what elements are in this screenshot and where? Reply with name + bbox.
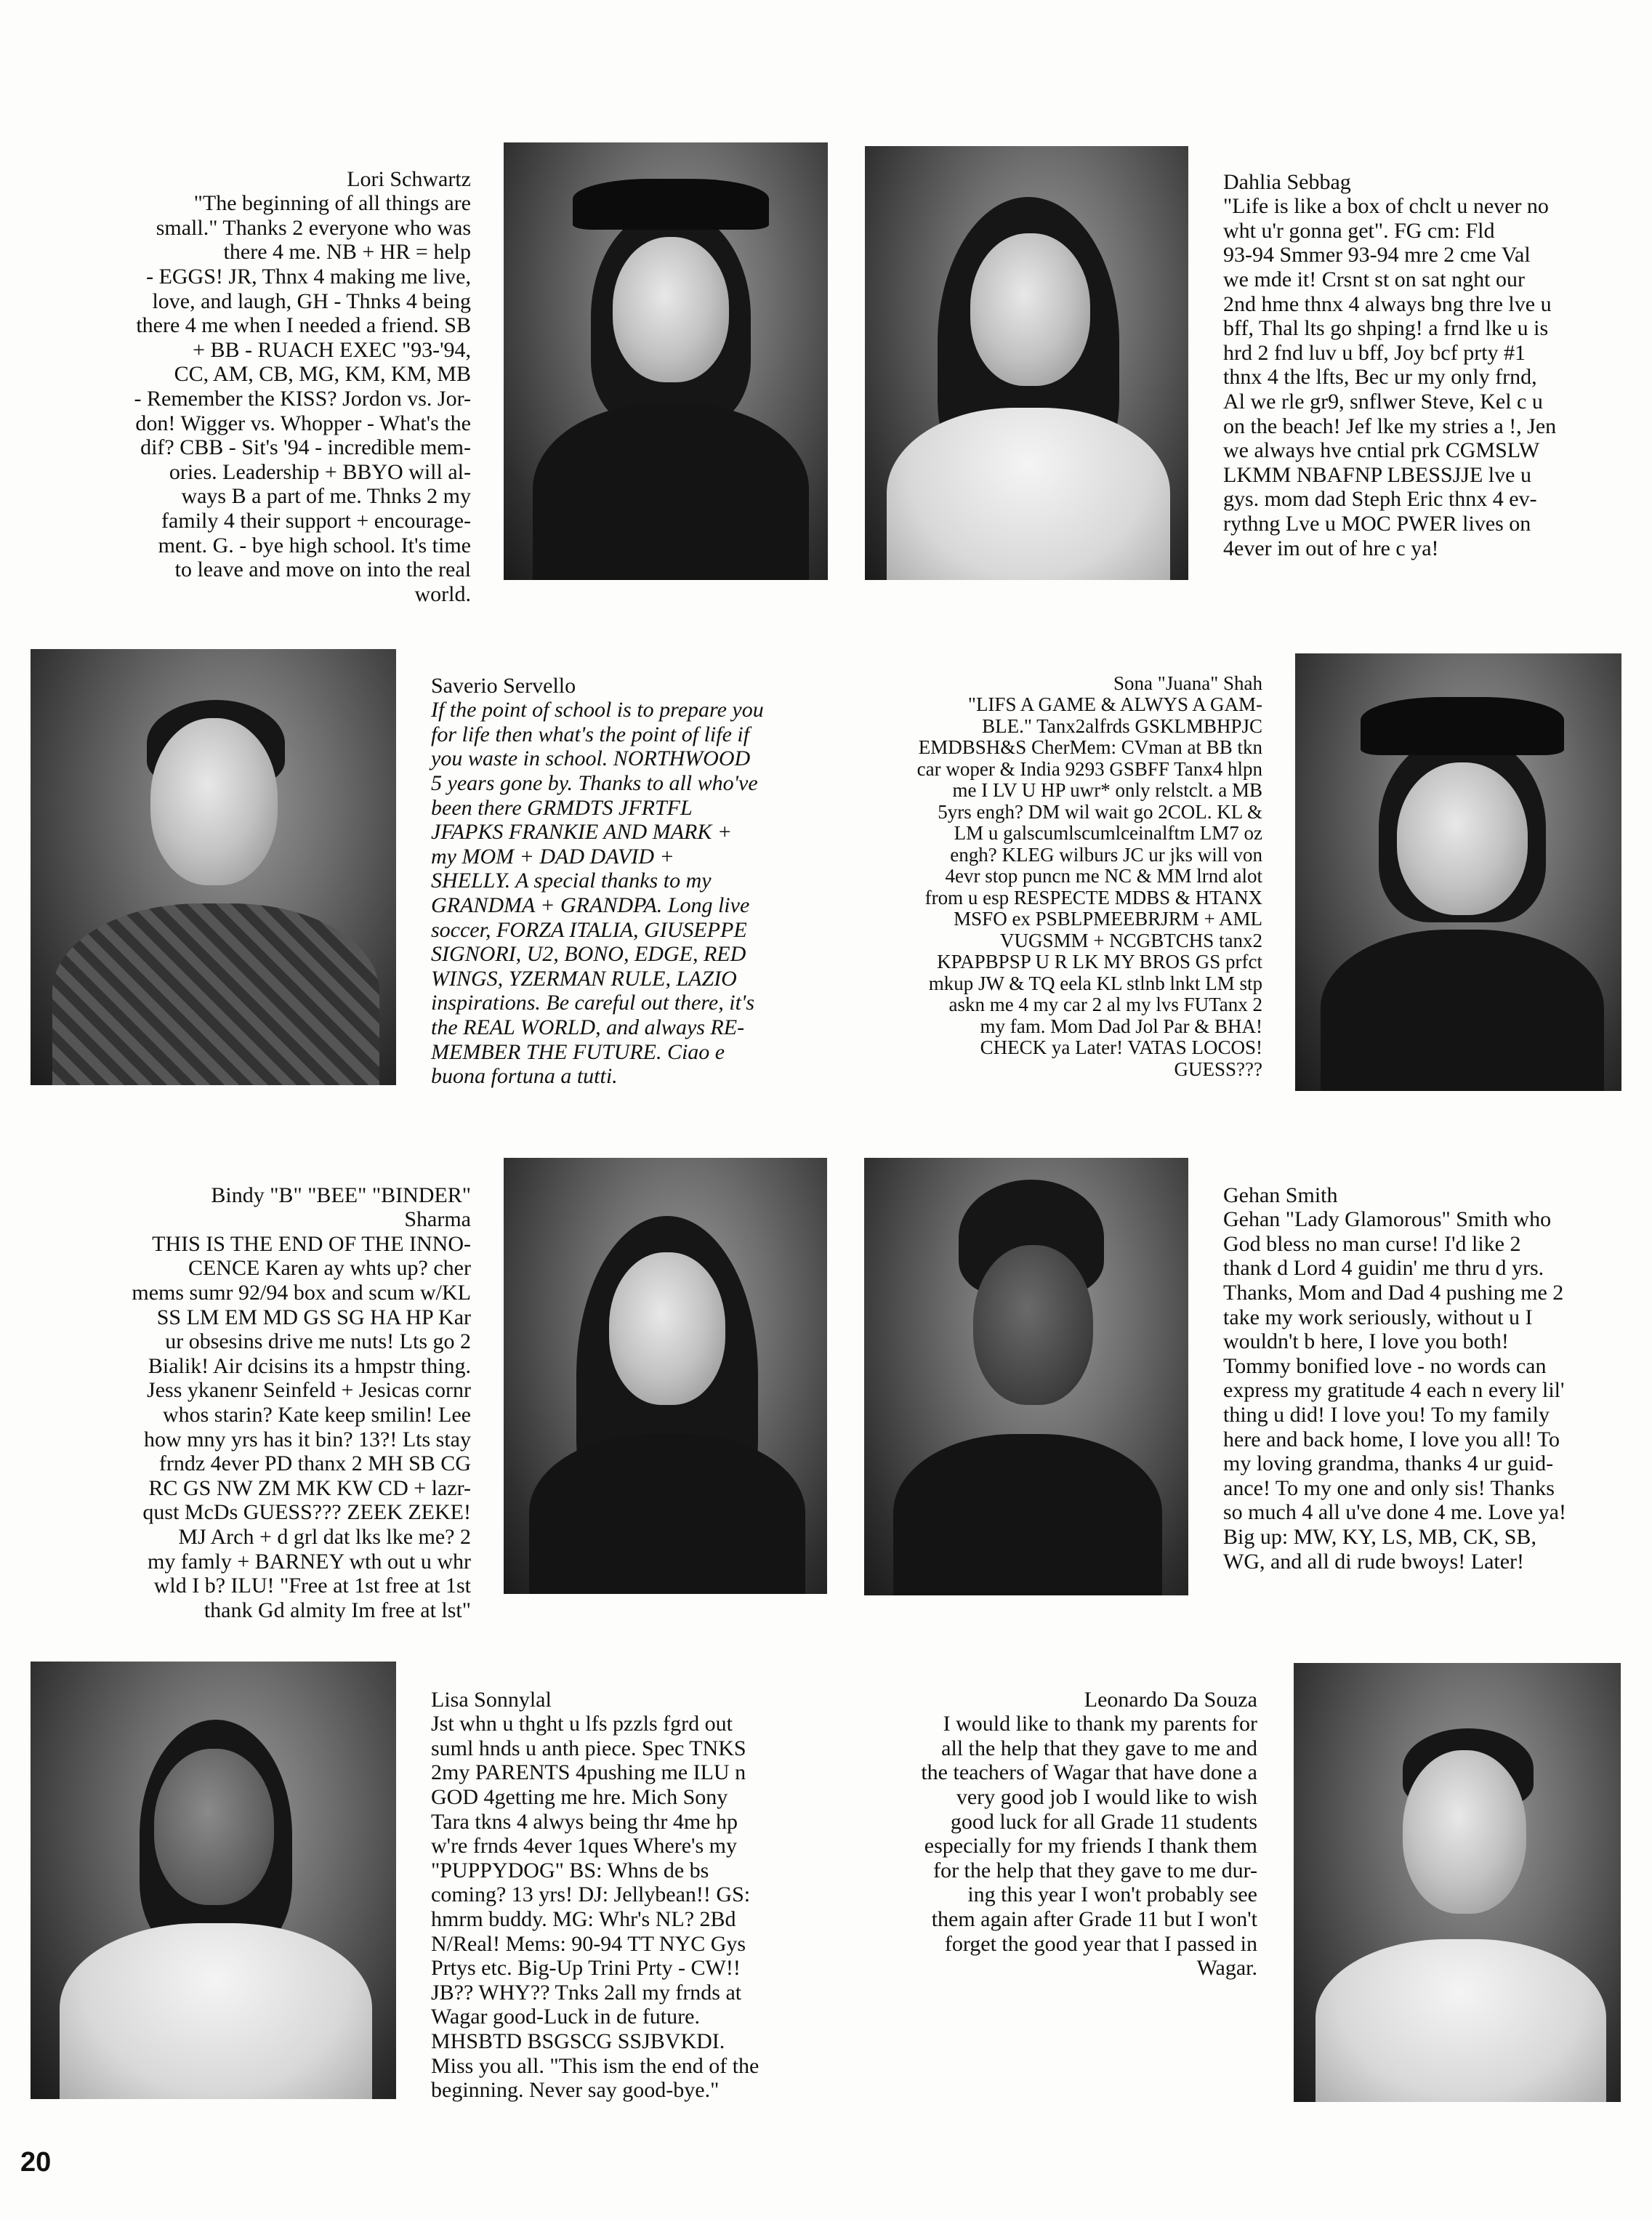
portrait-dahlia-sebbag: [865, 146, 1188, 580]
student-name: Leonardo Da Souza: [1084, 1687, 1257, 1712]
caption-lori-schwartz: [65, 142, 471, 606]
caption-sona-shah: [843, 651, 1262, 1080]
caption-gehan-smith: [1223, 1159, 1630, 1574]
student-name: Saverio Servello: [431, 673, 576, 698]
student-name: Sona "Juana" Shah: [1113, 672, 1262, 694]
portrait-bindy-sharma: [504, 1158, 827, 1594]
caption-bindy-sharma: [65, 1159, 471, 1622]
portrait-lori-schwartz: [504, 142, 828, 580]
student-name: Lisa Sonnylal: [431, 1687, 552, 1712]
page-number: 20: [20, 2147, 52, 2178]
student-name: Gehan Smith: [1223, 1183, 1338, 1207]
student-message: "LIFS A GAME & ALWYS A GAM- BLE." Tanx2alfrds GSKLMBHPJC EMDBSH&S CherMem: CVman at BB tkn car woper & India 9293 GSBFF Tanx4 hlpn me I LV U HP uwr* only relstclt. a MB 5yrs engh? DM wil wait go 2COL. KL & LM u galscumlscumlceinalftm LM7 oz engh? KLEG wilburs JC ur jks will von 4evr stop puncn me NC & MM lrnd alot from u esp RESPECTE MDBS & HTANX MSFO ex PSBLPMEEBRJRM + AML VUGSMM + NCGBTCHS tanx2 KPAPBPSP U R LK MY BROS GS prfct mkup JW & TQ eela KL stlnb lnkt LM stp askn me 4 my car 2 al my lvs FUTanx 2 my fam. Mom Dad Jol Par & BHA! CHECK ya Later! VATAS LOCOS! GUESS???: [916, 693, 1262, 1080]
portrait-leonardo-da-souza: [1294, 1663, 1621, 2102]
portrait-saverio-servello: [31, 649, 396, 1085]
student-message: I would like to thank my parents for all the help that they gave to me and the teachers of Wagar that have done a very good job I would like to wish good luck for all Grade 11 students especially for my friends I thank them for the help that they gave to me dur- ing this year I won't probably see them again after Grade 11 but I won't forget the good year that I passed in Wagar.: [921, 1712, 1257, 1981]
student-message: "Life is like a box of chclt u never no wht u'r gonna get". FG cm: Fld 93-94 Smmer 93-94 mre 2 cme Val we mde it! Crsnt st on sat nght our 2nd hme thnx 4 always bng thre lve u bff, Thal lts go shping! a frnd lke u is hrd 2 fnd luv u bff, Joy bcf prty #1 thnx 4 the lfts, Bec ur my only frnd, Al we rle gr9, snflwer Steve, Kel c u on the beach! Jef lke my stries a !, Jen we always hve cntial prk CGMSLW LKMM NBAFNP LBESSJJE lve u gys. mom dad Steph Eric thnx 4 ev- rythng Lve u MOC PWER lives on 4ever im out of hre c ya!: [1223, 194, 1557, 560]
student-name: Bindy "B" "BEE" "BINDER" Sharma: [211, 1183, 471, 1232]
student-name: Lori Schwartz: [347, 166, 471, 191]
student-message: Jst whn u thght u lfs pzzls fgrd out suml hnds u anth piece. Spec TNKS 2my PARENTS 4pushing me ILU n GOD 4getting me hre. Mich Sony Tara tkns 4 alwys being thr 4me hp w're frnds 4ever 1ques Where's my "PUPPYDOG" BS: Whns de bs coming? 13 yrs! DJ: Jellybean!! GS: hmrm buddy. MG: Whr's NL? 2Bd N/Real! Mems: 90-94 TT NYC Gys Prtys etc. Big-Up Trini Prty - CW!! JB?? WHY?? Tnks 2all my frnds at Wagar good-Luck in de future. MHSBTD BSGSCG SSJBVKDI. Miss you all. "This ism the end of the beginning. Never say good-bye.": [431, 1712, 759, 2103]
caption-leonardo-da-souza: [860, 1663, 1257, 1981]
caption-saverio-servello: [431, 649, 838, 1089]
portrait-gehan-smith: [864, 1158, 1188, 1595]
caption-dahlia-sebbag: [1223, 145, 1630, 560]
student-message: Gehan "Lady Glamorous" Smith who God bless no man curse! I'd like 2 thank d Lord 4 guidin' me thru d yrs. Thanks, Mom and Dad 4 pushing me 2 take my work seriously, without u I wouldn't b here, I love you both! Tommy bonified love - no words can express my gratitude 4 each n every lil' thing u did! I love you! To my family here and back home, I love you all! To my loving grandma, thanks 4 ur guid- ance! To my one and only sis! Thanks so much 4 all u've done 4 me. Love ya! Big up: MW, KY, LS, MB, CK, SB, WG, and all di rude bwoys! Later!: [1223, 1207, 1566, 1574]
student-message: THIS IS THE END OF THE INNO- CENCE Karen ay whts up? cher mems sumr 92/94 box and scum w/KL SS LM EM MD GS SG HA HP Kar ur obsesins drive me nuts! Lts go 2 Bialik! Air dcisins its a hmpstr thing. Jess ykanenr Seinfeld + Jesicas cornr whos starin? Kate keep smilin! Lee how mny yrs has it bin? 13?! Lts stay frndz 4ever PD thanx 2 MH SB CG RC GS NW ZM MK KW CD + lazr- qust McDs GUESS??? ZEEK ZEKE! MJ Arch + d grl dat lks lke me? 2 my famly + BARNEY wth out u whr wld I b? ILU! "Free at 1st free at 1st thank Gd almity Im free at lst": [132, 1231, 471, 1622]
portrait-lisa-sonnylal: [31, 1662, 396, 2099]
student-message: If the point of school is to prepare you for life then what's the point of life if you waste in school. NORTHWOOD 5 years gone by. Thanks to all who've been there GRMDTS JFRTFL JFAPKS FRANKIE AND MARK + my MOM + DAD DAVID + SHELLY. A special thanks to my GRANDMA + GRANDPA. Long live soccer, FORZA ITALIA, GIUSEPPE SIGNORI, U2, BONO, EDGE, RED WINGS, YZERMAN RULE, LAZIO inspirations. Be careful out there, it's the REAL WORLD, and always RE- MEMBER THE FUTURE. Ciao e buona fortuna a tutti.: [431, 698, 764, 1089]
caption-lisa-sonnylal: [431, 1663, 838, 2103]
portrait-sona-shah: [1295, 653, 1621, 1091]
student-message: "The beginning of all things are small." Thanks 2 everyone who was there 4 me. NB + HR = help - EGGS! JR, Thnx 4 making me live, love, and laugh, GH - Thnks 4 being there 4 me when I needed a friend. SB + BB - RUACH EXEC "93-'94, CC, AM, CB, MG, KM, KM, MB - Remember the KISS? Jordon vs. Jor- don! Wigger vs. Whopper - What's the dif? CBB - Sit's '94 - incredible mem- ories. Leadership + BBYO will al- ways B a part of me. Thnks 2 my family 4 their support + encourage- ment. G. - bye high school. It's time to leave and move on into the real world.: [134, 191, 471, 606]
student-name: Dahlia Sebbag: [1223, 169, 1351, 194]
